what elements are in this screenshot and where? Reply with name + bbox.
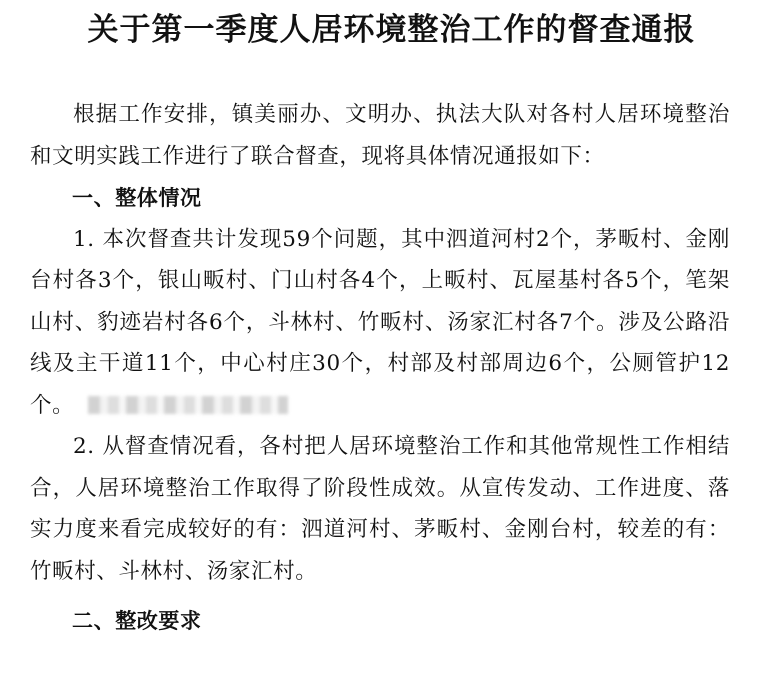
section-heading-requirements: 二、整改要求 <box>72 608 202 633</box>
document-body <box>30 94 730 642</box>
intro-paragraph: 根据工作安排，镇美丽办、文明办、执法大队对各村人居环境整治和文明实践工作进行了联合督查，现将具体情况通报如下： <box>30 102 730 169</box>
section-heading-overall: 一、整体情况 <box>72 185 202 210</box>
paragraph-issues-text: 1. 本次督查共计发现59个问题，其中泗道河村2个，茅畈村、金刚台村各3个，银山畈村、门山村各4个，上畈村、瓦屋基村各5个，笔架山村、豹迹岩村各6个，斗林村、竹畈村、汤家汇村各7个。涉及公路沿线及主干道11个，中心村庄30个，村部及村部周边6个，公厕管护12个。 <box>30 226 730 418</box>
document-title: 关于第一季度人居环境整治工作的督查通报 <box>87 12 696 48</box>
paragraph-evaluation: 2. 从督查情况看，各村把人居环境整治工作和其他常规性工作相结合，人居环境整治工作取得了阶段性成效。从宣传发动、工作进度、落实力度来看完成较好的有：泗道河村、茅畈村、金刚台村，较差的有：竹畈村、斗林村、汤家汇村。 <box>30 434 730 584</box>
redacted-text <box>88 396 288 414</box>
paragraph-issues <box>30 219 730 427</box>
